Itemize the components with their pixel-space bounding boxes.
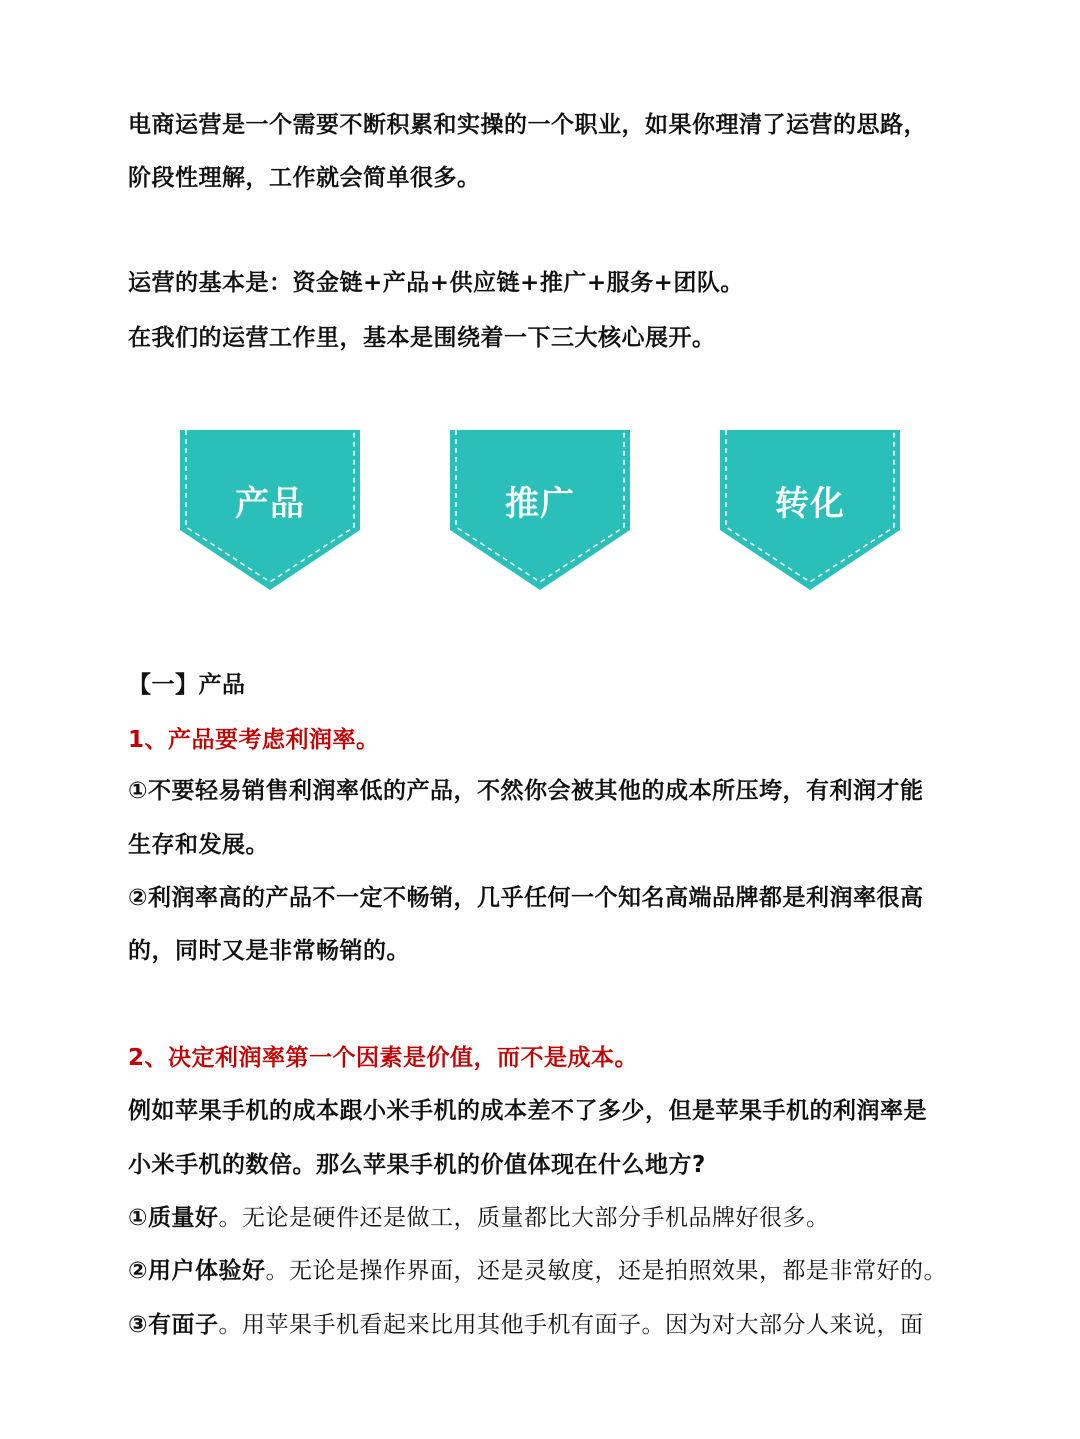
value-item-1-title: ①质量好 xyxy=(128,1205,219,1231)
intro-line-4: 在我们的运营工作里，基本是围绕着一下三大核心展开。 xyxy=(128,325,716,351)
point-2-title: 2、决定利润率第一个因素是价值，而不是成本。 xyxy=(128,1045,639,1071)
value-item-3-text: 。用苹果手机看起来比用其他手机有面子。因为对大部分人来说，面 xyxy=(218,1312,924,1338)
badge-conversion xyxy=(720,430,900,592)
value-item-1-text: 。无论是硬件还是做工，质量都比大部分手机品牌好很多。 xyxy=(218,1205,830,1231)
intro-line-3: 运营的基本是：资金链+产品+供应链+推广+服务+团队。 xyxy=(128,270,744,296)
point-1-para-2-line-1: ②利润率高的产品不一定不畅销，几乎任何一个知名高端品牌都是利润率很高 xyxy=(128,885,924,911)
value-item-3 xyxy=(128,1310,923,1340)
value-item-3-title: ③有面子 xyxy=(128,1312,219,1338)
example-line-2: 小米手机的数倍。那么苹果手机的价值体现在什么地方? xyxy=(128,1152,706,1178)
point-1-para-2-line-2: 的，同时又是非常畅销的。 xyxy=(128,938,410,964)
core-badges xyxy=(180,430,900,592)
intro-line-1: 电商运营是一个需要不断积累和实操的一个职业，如果你理清了运营的思路， xyxy=(128,112,927,138)
value-item-2 xyxy=(128,1256,947,1286)
value-item-2-text: 。无论是操作界面，还是灵敏度，还是拍照效果，都是非常好的。 xyxy=(265,1258,947,1284)
badge-label-promotion: 推广 xyxy=(505,484,575,524)
value-item-1 xyxy=(128,1203,829,1233)
value-item-2-title: ②用户体验好 xyxy=(128,1258,266,1284)
example-line-1: 例如苹果手机的成本跟小米手机的成本差不了多少，但是苹果手机的利润率是 xyxy=(128,1098,927,1124)
point-1-para-1-line-1: ①不要轻易销售利润率低的产品，不然你会被其他的成本所压垮，有利润才能 xyxy=(128,778,924,804)
point-1-title: 1、产品要考虑利润率。 xyxy=(128,727,380,753)
badge-label-product: 产品 xyxy=(235,484,305,524)
section-heading: 【一】产品 xyxy=(128,672,246,698)
badge-label-conversion: 转化 xyxy=(775,484,845,524)
badge-promotion xyxy=(450,430,630,592)
point-1-para-1-line-2: 生存和发展。 xyxy=(128,832,269,858)
badge-product xyxy=(180,430,360,592)
intro-line-2: 阶段性理解，工作就会简单很多。 xyxy=(128,165,481,191)
